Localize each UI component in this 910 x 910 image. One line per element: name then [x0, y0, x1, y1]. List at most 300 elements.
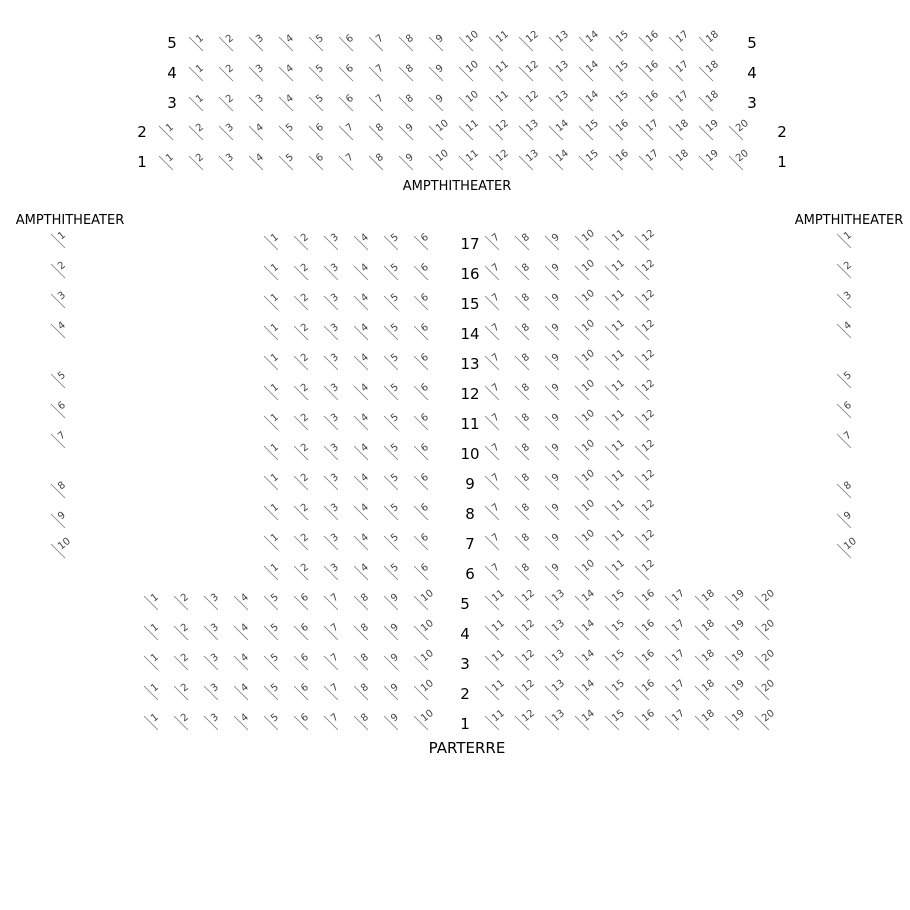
seat-parterre-row12-6[interactable] — [414, 382, 431, 400]
seat-parterre-row3-16[interactable] — [635, 648, 657, 670]
seat-amphitheater-row1-14[interactable] — [549, 148, 571, 170]
seat-parterre-row7-5[interactable] — [384, 532, 401, 550]
seat-amphitheater-row1-17[interactable] — [639, 148, 661, 170]
seat-amphitheater-row2-10[interactable] — [429, 118, 451, 140]
seat-parterre-row5-19[interactable] — [725, 588, 747, 610]
seat-parterre-row1-1[interactable] — [144, 712, 161, 730]
seat-parterre-row5-17[interactable] — [665, 588, 687, 610]
seat-amphitheater-row4-5[interactable] — [309, 63, 326, 81]
seat-parterre-row13-11[interactable] — [605, 348, 627, 370]
seat-parterre-row3-7[interactable] — [324, 652, 341, 670]
seat-box-left-1[interactable] — [51, 230, 68, 248]
seat-parterre-row4-19[interactable] — [725, 618, 747, 640]
seat-parterre-row1-13[interactable] — [545, 708, 567, 730]
seat-parterre-row9-8[interactable] — [515, 472, 532, 490]
seat-box-left-5[interactable] — [51, 370, 68, 388]
seat-parterre-row9-9[interactable] — [545, 472, 562, 490]
seat-parterre-row6-4[interactable] — [354, 562, 371, 580]
seat-box-right-5[interactable] — [837, 370, 854, 388]
seat-box-left-10[interactable] — [51, 536, 73, 558]
seat-parterre-row12-8[interactable] — [515, 382, 532, 400]
seat-parterre-row2-9[interactable] — [384, 682, 401, 700]
seat-parterre-row11-12[interactable] — [635, 408, 657, 430]
seat-amphitheater-row3-7[interactable] — [369, 93, 386, 111]
seat-amphitheater-row4-4[interactable] — [279, 63, 296, 81]
seat-amphitheater-row3-15[interactable] — [609, 89, 631, 111]
seat-parterre-row13-3[interactable] — [324, 352, 341, 370]
seat-amphitheater-row1-4[interactable] — [249, 152, 266, 170]
seat-parterre-row14-5[interactable] — [384, 322, 401, 340]
seat-parterre-row5-13[interactable] — [545, 588, 567, 610]
seat-parterre-row10-12[interactable] — [635, 438, 657, 460]
seat-parterre-row7-1[interactable] — [264, 532, 281, 550]
seat-amphitheater-row5-17[interactable] — [669, 29, 691, 51]
seat-amphitheater-row2-6[interactable] — [309, 122, 326, 140]
seat-parterre-row7-4[interactable] — [354, 532, 371, 550]
seat-box-right-1[interactable] — [837, 230, 854, 248]
seat-parterre-row9-2[interactable] — [294, 472, 311, 490]
seat-parterre-row7-2[interactable] — [294, 532, 311, 550]
seat-parterre-row12-4[interactable] — [354, 382, 371, 400]
seat-parterre-row15-10[interactable] — [575, 288, 597, 310]
seat-parterre-row7-8[interactable] — [515, 532, 532, 550]
seat-parterre-row10-6[interactable] — [414, 442, 431, 460]
seat-parterre-row11-9[interactable] — [545, 412, 562, 430]
seat-amphitheater-row3-16[interactable] — [639, 89, 661, 111]
seat-parterre-row13-6[interactable] — [414, 352, 431, 370]
seat-parterre-row10-10[interactable] — [575, 438, 597, 460]
seat-parterre-row2-10[interactable] — [414, 678, 436, 700]
seat-parterre-row16-5[interactable] — [384, 262, 401, 280]
seat-parterre-row1-4[interactable] — [234, 712, 251, 730]
seat-amphitheater-row3-3[interactable] — [249, 93, 266, 111]
seat-parterre-row4-7[interactable] — [324, 622, 341, 640]
seat-parterre-row13-12[interactable] — [635, 348, 657, 370]
seat-amphitheater-row3-17[interactable] — [669, 89, 691, 111]
seat-amphitheater-row2-13[interactable] — [519, 118, 541, 140]
seat-parterre-row2-4[interactable] — [234, 682, 251, 700]
seat-parterre-row16-12[interactable] — [635, 258, 657, 280]
seat-parterre-row1-5[interactable] — [264, 712, 281, 730]
seat-parterre-row15-7[interactable] — [485, 292, 502, 310]
seat-amphitheater-row4-2[interactable] — [219, 63, 236, 81]
seat-box-left-4[interactable] — [51, 320, 68, 338]
seat-parterre-row17-5[interactable] — [384, 232, 401, 250]
seat-amphitheater-row5-16[interactable] — [639, 29, 661, 51]
seat-parterre-row4-20[interactable] — [755, 618, 777, 640]
seat-parterre-row10-1[interactable] — [264, 442, 281, 460]
seat-parterre-row2-17[interactable] — [665, 678, 687, 700]
seat-amphitheater-row1-8[interactable] — [369, 152, 386, 170]
seat-parterre-row5-16[interactable] — [635, 588, 657, 610]
seat-parterre-row14-10[interactable] — [575, 318, 597, 340]
seat-amphitheater-row3-10[interactable] — [459, 89, 481, 111]
seat-parterre-row13-5[interactable] — [384, 352, 401, 370]
seat-amphitheater-row4-10[interactable] — [459, 59, 481, 81]
seat-parterre-row12-12[interactable] — [635, 378, 657, 400]
seat-parterre-row7-11[interactable] — [605, 528, 627, 550]
seat-parterre-row8-2[interactable] — [294, 502, 311, 520]
seat-parterre-row7-6[interactable] — [414, 532, 431, 550]
seat-parterre-row5-1[interactable] — [144, 592, 161, 610]
seat-parterre-row4-3[interactable] — [204, 622, 221, 640]
seat-amphitheater-row3-6[interactable] — [339, 93, 356, 111]
seat-parterre-row12-5[interactable] — [384, 382, 401, 400]
seat-amphitheater-row2-2[interactable] — [189, 122, 206, 140]
seat-parterre-row12-2[interactable] — [294, 382, 311, 400]
seat-parterre-row2-15[interactable] — [605, 678, 627, 700]
seat-parterre-row15-4[interactable] — [354, 292, 371, 310]
seat-parterre-row2-3[interactable] — [204, 682, 221, 700]
seat-parterre-row1-2[interactable] — [174, 712, 191, 730]
seat-amphitheater-row2-15[interactable] — [579, 118, 601, 140]
seat-amphitheater-row5-15[interactable] — [609, 29, 631, 51]
seat-parterre-row10-5[interactable] — [384, 442, 401, 460]
seat-amphitheater-row4-3[interactable] — [249, 63, 266, 81]
seat-parterre-row11-8[interactable] — [515, 412, 532, 430]
seat-box-right-10[interactable] — [837, 536, 859, 558]
seat-amphitheater-row1-18[interactable] — [669, 148, 691, 170]
seat-parterre-row8-10[interactable] — [575, 498, 597, 520]
seat-parterre-row17-6[interactable] — [414, 232, 431, 250]
seat-amphitheater-row4-12[interactable] — [519, 59, 541, 81]
seat-parterre-row3-11[interactable] — [485, 648, 507, 670]
seat-parterre-row6-6[interactable] — [414, 562, 431, 580]
seat-parterre-row3-6[interactable] — [294, 652, 311, 670]
seat-parterre-row4-15[interactable] — [605, 618, 627, 640]
seat-parterre-row16-7[interactable] — [485, 262, 502, 280]
seat-parterre-row17-2[interactable] — [294, 232, 311, 250]
seat-parterre-row8-5[interactable] — [384, 502, 401, 520]
seat-parterre-row5-12[interactable] — [515, 588, 537, 610]
seat-parterre-row4-6[interactable] — [294, 622, 311, 640]
seat-amphitheater-row5-3[interactable] — [249, 33, 266, 51]
seat-parterre-row4-18[interactable] — [695, 618, 717, 640]
seat-parterre-row12-11[interactable] — [605, 378, 627, 400]
seat-parterre-row11-3[interactable] — [324, 412, 341, 430]
seat-amphitheater-row4-7[interactable] — [369, 63, 386, 81]
seat-parterre-row17-3[interactable] — [324, 232, 341, 250]
seat-amphitheater-row4-9[interactable] — [429, 63, 446, 81]
seat-amphitheater-row2-8[interactable] — [369, 122, 386, 140]
seat-parterre-row2-1[interactable] — [144, 682, 161, 700]
seat-amphitheater-row5-10[interactable] — [459, 29, 481, 51]
seat-parterre-row5-4[interactable] — [234, 592, 251, 610]
seat-parterre-row5-20[interactable] — [755, 588, 777, 610]
seat-parterre-row16-9[interactable] — [545, 262, 562, 280]
seat-parterre-row5-2[interactable] — [174, 592, 191, 610]
seat-parterre-row16-6[interactable] — [414, 262, 431, 280]
seat-amphitheater-row5-1[interactable] — [189, 33, 206, 51]
seat-parterre-row3-5[interactable] — [264, 652, 281, 670]
seat-parterre-row6-7[interactable] — [485, 562, 502, 580]
seat-parterre-row8-1[interactable] — [264, 502, 281, 520]
seat-parterre-row3-2[interactable] — [174, 652, 191, 670]
seat-amphitheater-row3-5[interactable] — [309, 93, 326, 111]
seat-parterre-row2-11[interactable] — [485, 678, 507, 700]
seat-parterre-row6-12[interactable] — [635, 558, 657, 580]
seat-parterre-row3-20[interactable] — [755, 648, 777, 670]
seat-parterre-row3-1[interactable] — [144, 652, 161, 670]
seat-parterre-row1-19[interactable] — [725, 708, 747, 730]
seat-parterre-row9-6[interactable] — [414, 472, 431, 490]
seat-parterre-row16-1[interactable] — [264, 262, 281, 280]
seat-amphitheater-row3-9[interactable] — [429, 93, 446, 111]
seat-parterre-row14-1[interactable] — [264, 322, 281, 340]
seat-parterre-row3-17[interactable] — [665, 648, 687, 670]
seat-parterre-row3-15[interactable] — [605, 648, 627, 670]
seat-parterre-row2-6[interactable] — [294, 682, 311, 700]
seat-box-right-7[interactable] — [837, 430, 854, 448]
seat-parterre-row3-10[interactable] — [414, 648, 436, 670]
seat-parterre-row2-12[interactable] — [515, 678, 537, 700]
seat-parterre-row3-19[interactable] — [725, 648, 747, 670]
seat-parterre-row14-3[interactable] — [324, 322, 341, 340]
seat-amphitheater-row4-16[interactable] — [639, 59, 661, 81]
seat-parterre-row8-4[interactable] — [354, 502, 371, 520]
seat-parterre-row3-14[interactable] — [575, 648, 597, 670]
seat-amphitheater-row3-18[interactable] — [699, 89, 721, 111]
seat-amphitheater-row5-7[interactable] — [369, 33, 386, 51]
seat-parterre-row3-18[interactable] — [695, 648, 717, 670]
seat-parterre-row10-3[interactable] — [324, 442, 341, 460]
seat-amphitheater-row1-11[interactable] — [459, 148, 481, 170]
seat-box-right-2[interactable] — [837, 260, 854, 278]
seat-parterre-row10-2[interactable] — [294, 442, 311, 460]
seat-parterre-row13-7[interactable] — [485, 352, 502, 370]
seat-parterre-row17-8[interactable] — [515, 232, 532, 250]
seat-parterre-row11-6[interactable] — [414, 412, 431, 430]
seat-amphitheater-row4-14[interactable] — [579, 59, 601, 81]
seat-amphitheater-row3-4[interactable] — [279, 93, 296, 111]
seat-parterre-row10-8[interactable] — [515, 442, 532, 460]
seat-parterre-row2-5[interactable] — [264, 682, 281, 700]
seat-box-right-4[interactable] — [837, 320, 854, 338]
seat-amphitheater-row1-10[interactable] — [429, 148, 451, 170]
seat-parterre-row9-11[interactable] — [605, 468, 627, 490]
seat-parterre-row6-1[interactable] — [264, 562, 281, 580]
seat-amphitheater-row5-9[interactable] — [429, 33, 446, 51]
seat-parterre-row17-12[interactable] — [635, 228, 657, 250]
seat-parterre-row13-10[interactable] — [575, 348, 597, 370]
seat-parterre-row8-11[interactable] — [605, 498, 627, 520]
seat-amphitheater-row3-1[interactable] — [189, 93, 206, 111]
seat-parterre-row5-11[interactable] — [485, 588, 507, 610]
seat-parterre-row10-9[interactable] — [545, 442, 562, 460]
seat-parterre-row5-10[interactable] — [414, 588, 436, 610]
seat-amphitheater-row2-16[interactable] — [609, 118, 631, 140]
seat-parterre-row4-9[interactable] — [384, 622, 401, 640]
seat-parterre-row14-8[interactable] — [515, 322, 532, 340]
seat-box-left-9[interactable] — [51, 510, 68, 528]
seat-parterre-row11-2[interactable] — [294, 412, 311, 430]
seat-amphitheater-row3-14[interactable] — [579, 89, 601, 111]
seat-parterre-row5-7[interactable] — [324, 592, 341, 610]
seat-parterre-row15-9[interactable] — [545, 292, 562, 310]
seat-parterre-row12-7[interactable] — [485, 382, 502, 400]
seat-parterre-row12-10[interactable] — [575, 378, 597, 400]
seat-parterre-row16-10[interactable] — [575, 258, 597, 280]
seat-amphitheater-row1-1[interactable] — [159, 152, 176, 170]
seat-parterre-row8-12[interactable] — [635, 498, 657, 520]
seat-parterre-row1-20[interactable] — [755, 708, 777, 730]
seat-amphitheater-row4-11[interactable] — [489, 59, 511, 81]
seat-parterre-row5-8[interactable] — [354, 592, 371, 610]
seat-parterre-row15-8[interactable] — [515, 292, 532, 310]
seat-amphitheater-row3-11[interactable] — [489, 89, 511, 111]
seat-parterre-row4-4[interactable] — [234, 622, 251, 640]
seat-parterre-row4-13[interactable] — [545, 618, 567, 640]
seat-parterre-row7-7[interactable] — [485, 532, 502, 550]
seat-parterre-row7-12[interactable] — [635, 528, 657, 550]
seat-amphitheater-row2-1[interactable] — [159, 122, 176, 140]
seat-parterre-row1-17[interactable] — [665, 708, 687, 730]
seat-amphitheater-row2-5[interactable] — [279, 122, 296, 140]
seat-parterre-row1-3[interactable] — [204, 712, 221, 730]
seat-amphitheater-row4-6[interactable] — [339, 63, 356, 81]
seat-parterre-row12-9[interactable] — [545, 382, 562, 400]
seat-parterre-row1-7[interactable] — [324, 712, 341, 730]
seat-box-left-2[interactable] — [51, 260, 68, 278]
seat-parterre-row4-10[interactable] — [414, 618, 436, 640]
seat-parterre-row5-5[interactable] — [264, 592, 281, 610]
seat-parterre-row3-13[interactable] — [545, 648, 567, 670]
seat-parterre-row5-3[interactable] — [204, 592, 221, 610]
seat-parterre-row2-19[interactable] — [725, 678, 747, 700]
seat-parterre-row2-18[interactable] — [695, 678, 717, 700]
seat-parterre-row5-14[interactable] — [575, 588, 597, 610]
seat-amphitheater-row2-9[interactable] — [399, 122, 416, 140]
seat-amphitheater-row4-13[interactable] — [549, 59, 571, 81]
seat-parterre-row8-9[interactable] — [545, 502, 562, 520]
seat-parterre-row2-8[interactable] — [354, 682, 371, 700]
seat-parterre-row2-14[interactable] — [575, 678, 597, 700]
seat-parterre-row2-20[interactable] — [755, 678, 777, 700]
seat-parterre-row14-7[interactable] — [485, 322, 502, 340]
seat-parterre-row3-9[interactable] — [384, 652, 401, 670]
seat-amphitheater-row1-5[interactable] — [279, 152, 296, 170]
seat-box-left-3[interactable] — [51, 290, 68, 308]
seat-amphitheater-row4-8[interactable] — [399, 63, 416, 81]
seat-parterre-row6-9[interactable] — [545, 562, 562, 580]
seat-amphitheater-row4-17[interactable] — [669, 59, 691, 81]
seat-parterre-row4-11[interactable] — [485, 618, 507, 640]
seat-amphitheater-row1-12[interactable] — [489, 148, 511, 170]
seat-parterre-row11-4[interactable] — [354, 412, 371, 430]
seat-parterre-row16-4[interactable] — [354, 262, 371, 280]
seat-parterre-row17-4[interactable] — [354, 232, 371, 250]
seat-amphitheater-row1-3[interactable] — [219, 152, 236, 170]
seat-amphitheater-row4-15[interactable] — [609, 59, 631, 81]
seat-parterre-row1-8[interactable] — [354, 712, 371, 730]
seat-parterre-row1-11[interactable] — [485, 708, 507, 730]
seat-parterre-row6-5[interactable] — [384, 562, 401, 580]
seat-amphitheater-row5-5[interactable] — [309, 33, 326, 51]
seat-parterre-row10-11[interactable] — [605, 438, 627, 460]
seat-parterre-row9-4[interactable] — [354, 472, 371, 490]
seat-parterre-row3-4[interactable] — [234, 652, 251, 670]
seat-parterre-row13-9[interactable] — [545, 352, 562, 370]
seat-parterre-row16-11[interactable] — [605, 258, 627, 280]
seat-amphitheater-row1-13[interactable] — [519, 148, 541, 170]
seat-parterre-row17-7[interactable] — [485, 232, 502, 250]
seat-amphitheater-row2-11[interactable] — [459, 118, 481, 140]
seat-box-left-6[interactable] — [51, 400, 68, 418]
seat-amphitheater-row1-16[interactable] — [609, 148, 631, 170]
seat-parterre-row5-9[interactable] — [384, 592, 401, 610]
seat-amphitheater-row5-4[interactable] — [279, 33, 296, 51]
seat-parterre-row9-12[interactable] — [635, 468, 657, 490]
seat-parterre-row9-7[interactable] — [485, 472, 502, 490]
seat-parterre-row16-3[interactable] — [324, 262, 341, 280]
seat-parterre-row15-12[interactable] — [635, 288, 657, 310]
seat-box-right-3[interactable] — [837, 290, 854, 308]
seat-parterre-row1-10[interactable] — [414, 708, 436, 730]
seat-parterre-row6-10[interactable] — [575, 558, 597, 580]
seat-amphitheater-row3-12[interactable] — [519, 89, 541, 111]
seat-parterre-row12-3[interactable] — [324, 382, 341, 400]
seat-parterre-row4-12[interactable] — [515, 618, 537, 640]
seat-parterre-row1-6[interactable] — [294, 712, 311, 730]
seat-parterre-row14-12[interactable] — [635, 318, 657, 340]
seat-parterre-row4-8[interactable] — [354, 622, 371, 640]
seat-parterre-row16-8[interactable] — [515, 262, 532, 280]
seat-amphitheater-row2-7[interactable] — [339, 122, 356, 140]
seat-parterre-row4-2[interactable] — [174, 622, 191, 640]
seat-amphitheater-row2-20[interactable] — [729, 118, 751, 140]
seat-parterre-row13-2[interactable] — [294, 352, 311, 370]
seat-parterre-row9-3[interactable] — [324, 472, 341, 490]
seat-box-left-7[interactable] — [51, 430, 68, 448]
seat-amphitheater-row1-6[interactable] — [309, 152, 326, 170]
seat-parterre-row1-18[interactable] — [695, 708, 717, 730]
seat-amphitheater-row5-2[interactable] — [219, 33, 236, 51]
seat-parterre-row4-16[interactable] — [635, 618, 657, 640]
seat-parterre-row6-2[interactable] — [294, 562, 311, 580]
seat-parterre-row16-2[interactable] — [294, 262, 311, 280]
seat-parterre-row10-7[interactable] — [485, 442, 502, 460]
seat-parterre-row15-11[interactable] — [605, 288, 627, 310]
seat-parterre-row6-8[interactable] — [515, 562, 532, 580]
seat-amphitheater-row3-13[interactable] — [549, 89, 571, 111]
seat-parterre-row5-15[interactable] — [605, 588, 627, 610]
seat-amphitheater-row5-13[interactable] — [549, 29, 571, 51]
seat-parterre-row3-3[interactable] — [204, 652, 221, 670]
seat-parterre-row13-1[interactable] — [264, 352, 281, 370]
seat-parterre-row2-16[interactable] — [635, 678, 657, 700]
seat-parterre-row1-14[interactable] — [575, 708, 597, 730]
seat-parterre-row9-5[interactable] — [384, 472, 401, 490]
seat-amphitheater-row5-6[interactable] — [339, 33, 356, 51]
seat-parterre-row13-8[interactable] — [515, 352, 532, 370]
seat-amphitheater-row2-19[interactable] — [699, 118, 721, 140]
seat-amphitheater-row2-12[interactable] — [489, 118, 511, 140]
seat-parterre-row17-11[interactable] — [605, 228, 627, 250]
seat-parterre-row2-13[interactable] — [545, 678, 567, 700]
seat-amphitheater-row5-12[interactable] — [519, 29, 541, 51]
seat-parterre-row8-7[interactable] — [485, 502, 502, 520]
seat-parterre-row10-4[interactable] — [354, 442, 371, 460]
seat-parterre-row8-6[interactable] — [414, 502, 431, 520]
seat-parterre-row14-11[interactable] — [605, 318, 627, 340]
seat-parterre-row3-12[interactable] — [515, 648, 537, 670]
seat-box-left-8[interactable] — [51, 480, 68, 498]
seat-parterre-row11-5[interactable] — [384, 412, 401, 430]
seat-amphitheater-row5-8[interactable] — [399, 33, 416, 51]
seat-amphitheater-row1-15[interactable] — [579, 148, 601, 170]
seat-parterre-row6-11[interactable] — [605, 558, 627, 580]
seat-parterre-row15-5[interactable] — [384, 292, 401, 310]
